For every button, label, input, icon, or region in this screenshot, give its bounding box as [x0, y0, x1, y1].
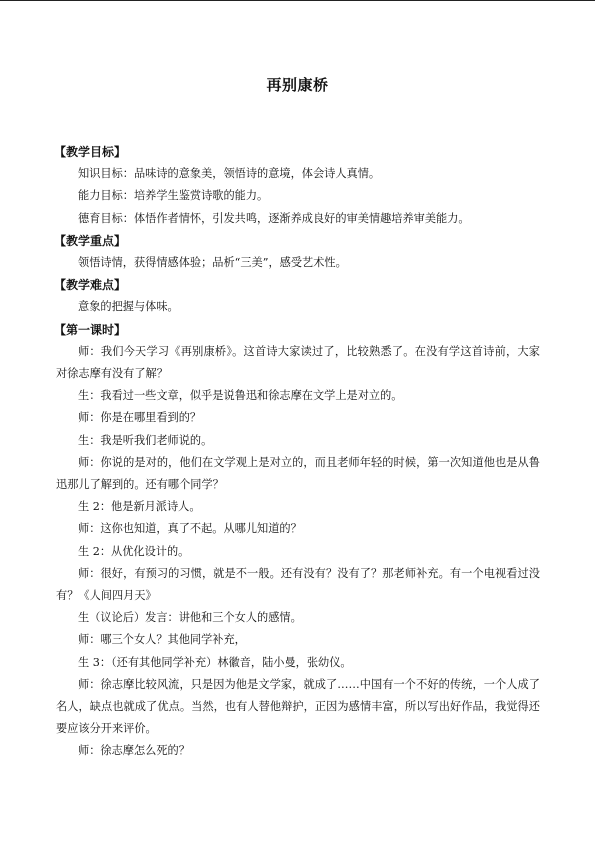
dialogue-paragraph: 师：我们今天学习《再别康桥》。这首诗大家读过了，比较熟悉了。在没有学这首诗前，大家对徐志摩有没有了解？: [56, 344, 540, 381]
document-title: 再别康桥: [266, 76, 329, 94]
dialogue-paragraph: 师：哪三个女人？其他同学补充，: [78, 633, 246, 647]
paragraph: 知识目标：品味诗的意象美，领悟诗的意境，体会诗人真情。: [78, 167, 381, 181]
top-rule: [0, 0, 595, 1]
dialogue-paragraph: 师：你是在哪里看到的？: [78, 411, 202, 425]
section-heading: 【教学难点】: [54, 278, 127, 293]
dialogue-paragraph: 生 2：从优化设计的。: [78, 544, 190, 558]
dialogue-paragraph: 师：你说的是对的，他们在文学观上是对立的，而且老师年轻的时候，第一次知道他也是从鲁迅那儿了解到的。还有哪个同学？: [56, 455, 540, 492]
section-teaching-goals: [56, 141, 540, 230]
paragraph: 德育目标：体悟作者情怀，引发共鸣，逐渐养成良好的审美情趣培养审美能力。: [78, 211, 470, 225]
dialogue-paragraph: 生：我看过一些文章，似乎是说鲁迅和徐志摩在文学上是对立的。: [78, 389, 403, 403]
dialogue-paragraph: 生 2：他是新月派诗人。: [78, 500, 201, 514]
document-body: [56, 141, 540, 763]
section-heading: 【教学目标】: [54, 145, 127, 159]
dialogue-paragraph: 生（议论后）发言：讲他和三个女人的感情。: [78, 611, 302, 625]
section-key-points: [56, 230, 540, 274]
paragraph: 领悟诗情，获得情感体验；品析“三美”，感受艺术性。: [78, 256, 347, 270]
paragraph: 意象的把握与体味。: [78, 300, 179, 314]
dialogue-paragraph: 师：徐志摩比较风流，只是因为他是文学家，就成了……中国有一个不好的传统，一个人成了名人，缺点也就成了优点。当然，也有人替他辩护，正因为感情丰富，所以写出好作品，我觉得还要应该分开来评价。: [56, 677, 540, 736]
section-first-lesson: [56, 319, 540, 763]
dialogue-paragraph: 师：徐志摩怎么死的？: [78, 744, 190, 758]
dialogue-paragraph: 师：这你也知道，真了不起。从哪儿知道的？: [78, 522, 302, 536]
dialogue-paragraph: 生：我是听我们老师说的。: [78, 433, 213, 447]
section-heading: 【教学重点】: [54, 233, 127, 248]
section-difficulties: [56, 274, 540, 318]
dialogue-paragraph: 师：很好，有预习的习惯，就是不一般。还有没有？没有了？那老师补充。有一个电视看过没有？《人间四月天》: [56, 566, 540, 603]
dialogue-paragraph: 生 3：（还有其他同学补充）林徽音，陆小曼，张幼仪。: [78, 655, 352, 669]
section-heading: 【第一课时】: [54, 322, 127, 337]
paragraph: 能力目标：培养学生鉴赏诗歌的能力。: [78, 189, 269, 203]
